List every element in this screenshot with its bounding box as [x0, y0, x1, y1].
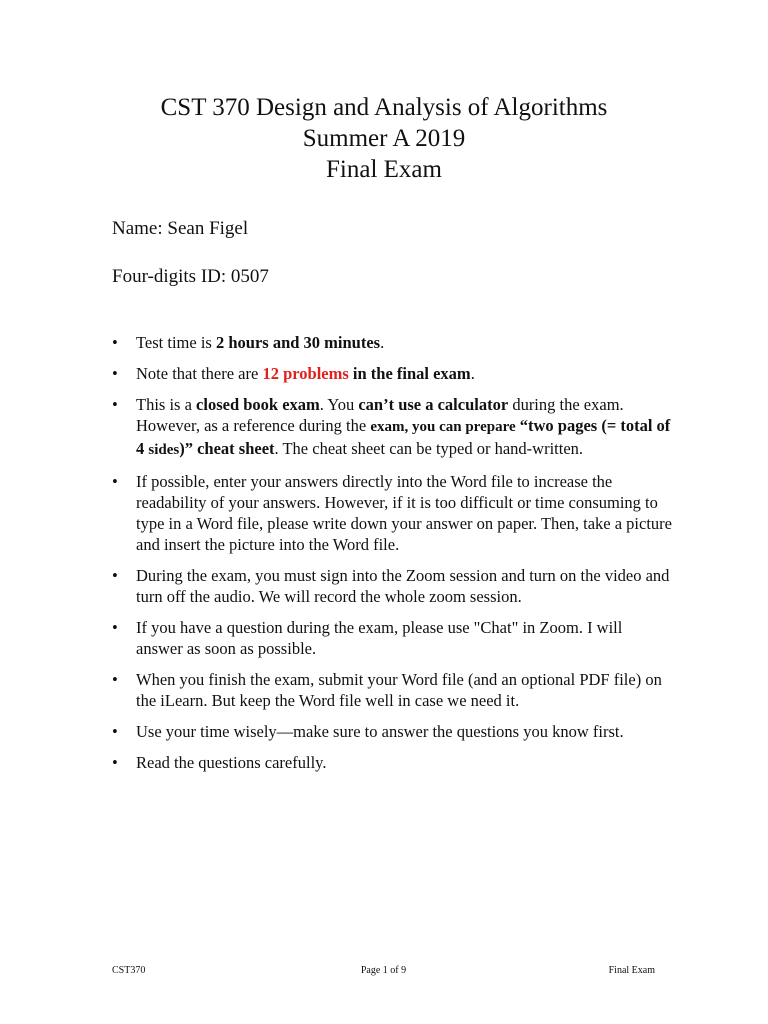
exam-title	[0, 92, 768, 185]
student-name-field	[112, 218, 248, 240]
term-title: Summer A 2019	[302, 125, 466, 152]
instruction-item-time-wisely: • Use your time wisely—make sure to answer the questions you know first.	[112, 722, 624, 741]
instruction-item-word-file: • If possible, enter your answers directly into the Word file to increase the readability of your answers. However, if it is too difficult or time consuming to type in a Word file, please write down your answer on paper. Then, take a picture and insert the picture into the Word file.	[112, 472, 672, 554]
id-value: 0507	[230, 266, 269, 287]
bullet-icon: •	[112, 618, 118, 637]
footer-course: CST370	[112, 965, 146, 976]
instruction-item-chat: • If you have a question during the exam, please use "Chat" in Zoom. I will answer as soon as possible.	[112, 618, 623, 658]
instruction-item-read-carefully: • Read the questions carefully.	[112, 753, 327, 772]
problem-count: 12 problems	[262, 364, 349, 383]
bullet-icon: •	[112, 670, 118, 689]
bullet-icon: •	[112, 753, 118, 772]
footer-exam-label: Final Exam	[608, 965, 655, 976]
student-id-field	[112, 266, 269, 288]
name-value: Sean Figel	[167, 218, 249, 239]
id-label: Four-digits ID:	[112, 266, 231, 287]
footer-page-number: Page 1 of 9	[360, 965, 407, 976]
bullet-icon: •	[112, 395, 118, 414]
instruction-item-closed-book: • This is a closed book exam. You can’t use a calculator during the exam. However, as a reference during the exam, you can prepare “two pages (= total of 4 sides)” cheat sheet. The cheat sheet can be typed or hand-written.	[112, 395, 671, 458]
exam-name-title: Final Exam	[326, 156, 442, 183]
test-duration: 2 hours and 30 minutes	[215, 333, 381, 352]
course-title: CST 370 Design and Analysis of Algorithms	[160, 94, 608, 121]
bullet-icon: •	[112, 333, 118, 352]
page-footer	[112, 965, 655, 979]
instruction-item-problem-count: • Note that there are 12 problems in the final exam.	[112, 364, 475, 383]
instructions-list	[112, 332, 672, 783]
bullet-icon: •	[112, 566, 118, 585]
bullet-icon: •	[112, 364, 118, 383]
bullet-icon: •	[112, 472, 118, 491]
bullet-icon: •	[112, 722, 118, 741]
name-label: Name:	[112, 218, 168, 239]
instruction-item-time: • Test time is 2 hours and 30 minutes.	[112, 333, 385, 352]
instruction-item-submit: • When you finish the exam, submit your Word file (and an optional PDF file) on the iLearn. But keep the Word file well in case we need it.	[112, 670, 662, 710]
instruction-item-zoom: • During the exam, you must sign into the Zoom session and turn on the video and turn off the audio. We will record the whole zoom session.	[112, 566, 670, 606]
